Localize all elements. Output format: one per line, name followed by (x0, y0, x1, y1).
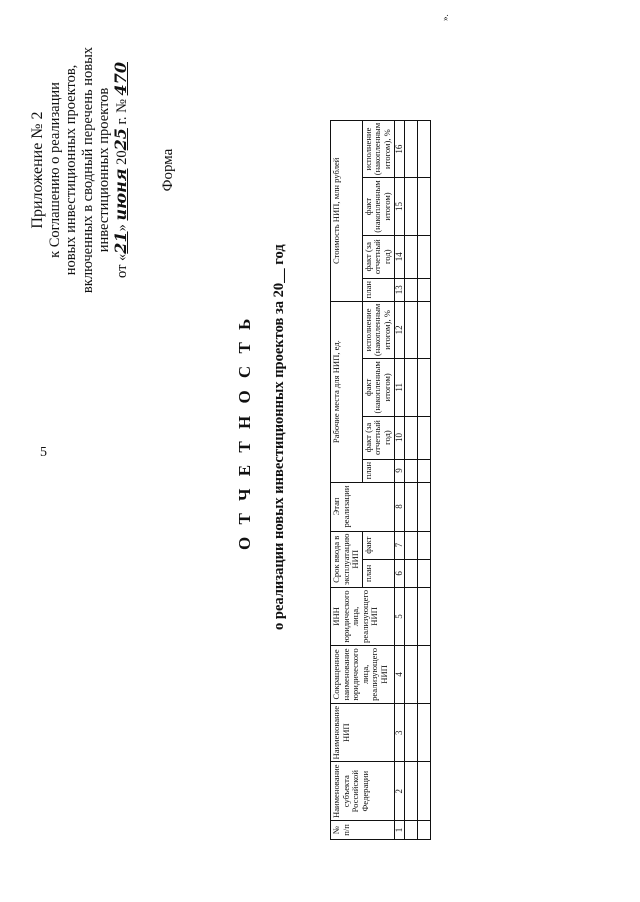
header-col-5: ИНН юридического лица, реализующего НИП (331, 587, 395, 645)
column-number: 10 (394, 416, 405, 459)
column-number: 7 (394, 531, 405, 559)
column-number: 11 (394, 359, 405, 416)
table-cell (418, 762, 431, 821)
table-cell (418, 821, 431, 840)
table-cell (418, 359, 431, 416)
edge-mark: ». (440, 14, 450, 21)
header-jobs-execution: исполнение (накопленным итогом), % (362, 301, 394, 358)
appendix-line-5: инвестиционных проектов (96, 87, 112, 253)
appendix-date-line (110, 30, 131, 310)
table-header-row-1 (331, 120, 363, 839)
header-cost-fact-cumulative: факт (накопленным итогом) (362, 178, 394, 235)
table-cell (405, 120, 418, 177)
date-day: 21 (110, 231, 130, 254)
table-cell (405, 587, 418, 645)
table-cell (418, 587, 431, 645)
appendix-block (30, 30, 130, 310)
table-cell (418, 459, 431, 482)
header-cost-plan: план (362, 278, 394, 301)
column-number: 2 (394, 762, 405, 821)
report-subtitle: о реализации новых инвестиционных проектов за 20__ год (271, 244, 287, 630)
table-cell (405, 821, 418, 840)
table-cell (418, 301, 431, 358)
column-number: 6 (394, 559, 405, 587)
date-prefix: от « (113, 253, 130, 278)
appendix-line-1: Приложение № 2 (29, 111, 46, 229)
page-number: 5 (40, 445, 47, 460)
column-number: 4 (394, 645, 405, 703)
header-col-3: Наименование НИП (331, 703, 395, 762)
table-cell (405, 482, 418, 531)
header-commissioning: Срок ввода в эксплуатацию НИП (331, 531, 363, 587)
table-cell (405, 559, 418, 587)
table-cell (405, 235, 418, 278)
report-table (330, 120, 431, 840)
header-jobs: Рабочие места для НИП, ед. (331, 301, 363, 482)
table-cell (405, 359, 418, 416)
appendix-line-4: включенных в сводный перечень новых (79, 46, 96, 294)
header-cost-execution: исполнение (накопленным итогом), % (362, 120, 394, 177)
table-cell (405, 459, 418, 482)
column-number: 13 (394, 278, 405, 301)
table-cell (418, 482, 431, 531)
report-title: О Т Ч Е Т Н О С Т Ь (235, 314, 254, 550)
table-cell (418, 703, 431, 762)
table-row (405, 120, 418, 839)
table-cell (405, 301, 418, 358)
header-col-2: Наименование субъекта Российской Федерации (331, 762, 395, 821)
column-number: 3 (394, 703, 405, 762)
table-cell (405, 416, 418, 459)
table-row (418, 120, 431, 839)
table-cell (405, 531, 418, 559)
table-cell (418, 531, 431, 559)
table-cell (418, 416, 431, 459)
date-mid: » (113, 220, 130, 232)
column-number: 9 (394, 459, 405, 482)
column-number: 8 (394, 482, 405, 531)
date-suffix: г. № (113, 95, 130, 129)
table-cell (418, 120, 431, 177)
table-cell (405, 178, 418, 235)
table-cell (418, 559, 431, 587)
rotated-page (0, 10, 610, 870)
header-jobs-plan: план (362, 459, 394, 482)
header-jobs-fact-year: факт (за отчетный год) (362, 416, 394, 459)
date-number: 470 (110, 62, 130, 96)
table-cell (405, 703, 418, 762)
header-stage: Этап реализации (331, 482, 395, 531)
date-month: июня (110, 168, 130, 221)
table-cell (418, 278, 431, 301)
table-cell (405, 278, 418, 301)
table-cell (405, 645, 418, 703)
date-year: 25 (110, 128, 130, 151)
column-number: 14 (394, 235, 405, 278)
header-col-4: Сокращенное наименование юридического лица, реализующего НИП (331, 645, 395, 703)
form-label: Форма (160, 148, 176, 192)
table-cell (418, 178, 431, 235)
table-cell (418, 235, 431, 278)
column-number: 15 (394, 178, 405, 235)
header-cost-fact-year: факт (за отчетный год) (362, 235, 394, 278)
column-number: 12 (394, 301, 405, 358)
header-commissioning-fact: факт (362, 531, 394, 559)
appendix-line-2: к Соглашению о реализации (46, 82, 63, 258)
header-jobs-fact-cumulative: факт (накопленным итогом) (362, 359, 394, 416)
column-number: 16 (394, 120, 405, 177)
appendix-line-3: новых инвестиционных проектов, (63, 64, 79, 276)
column-number-row (394, 120, 405, 839)
table-cell (418, 645, 431, 703)
column-number: 1 (394, 821, 405, 840)
header-cost: Стоимость НИП, млн рублей (331, 120, 363, 301)
date-year-prefix: 20 (113, 150, 130, 169)
header-commissioning-plan: план (362, 559, 394, 587)
header-col-1: № п/п (331, 821, 395, 840)
column-number: 5 (394, 587, 405, 645)
table-cell (405, 762, 418, 821)
